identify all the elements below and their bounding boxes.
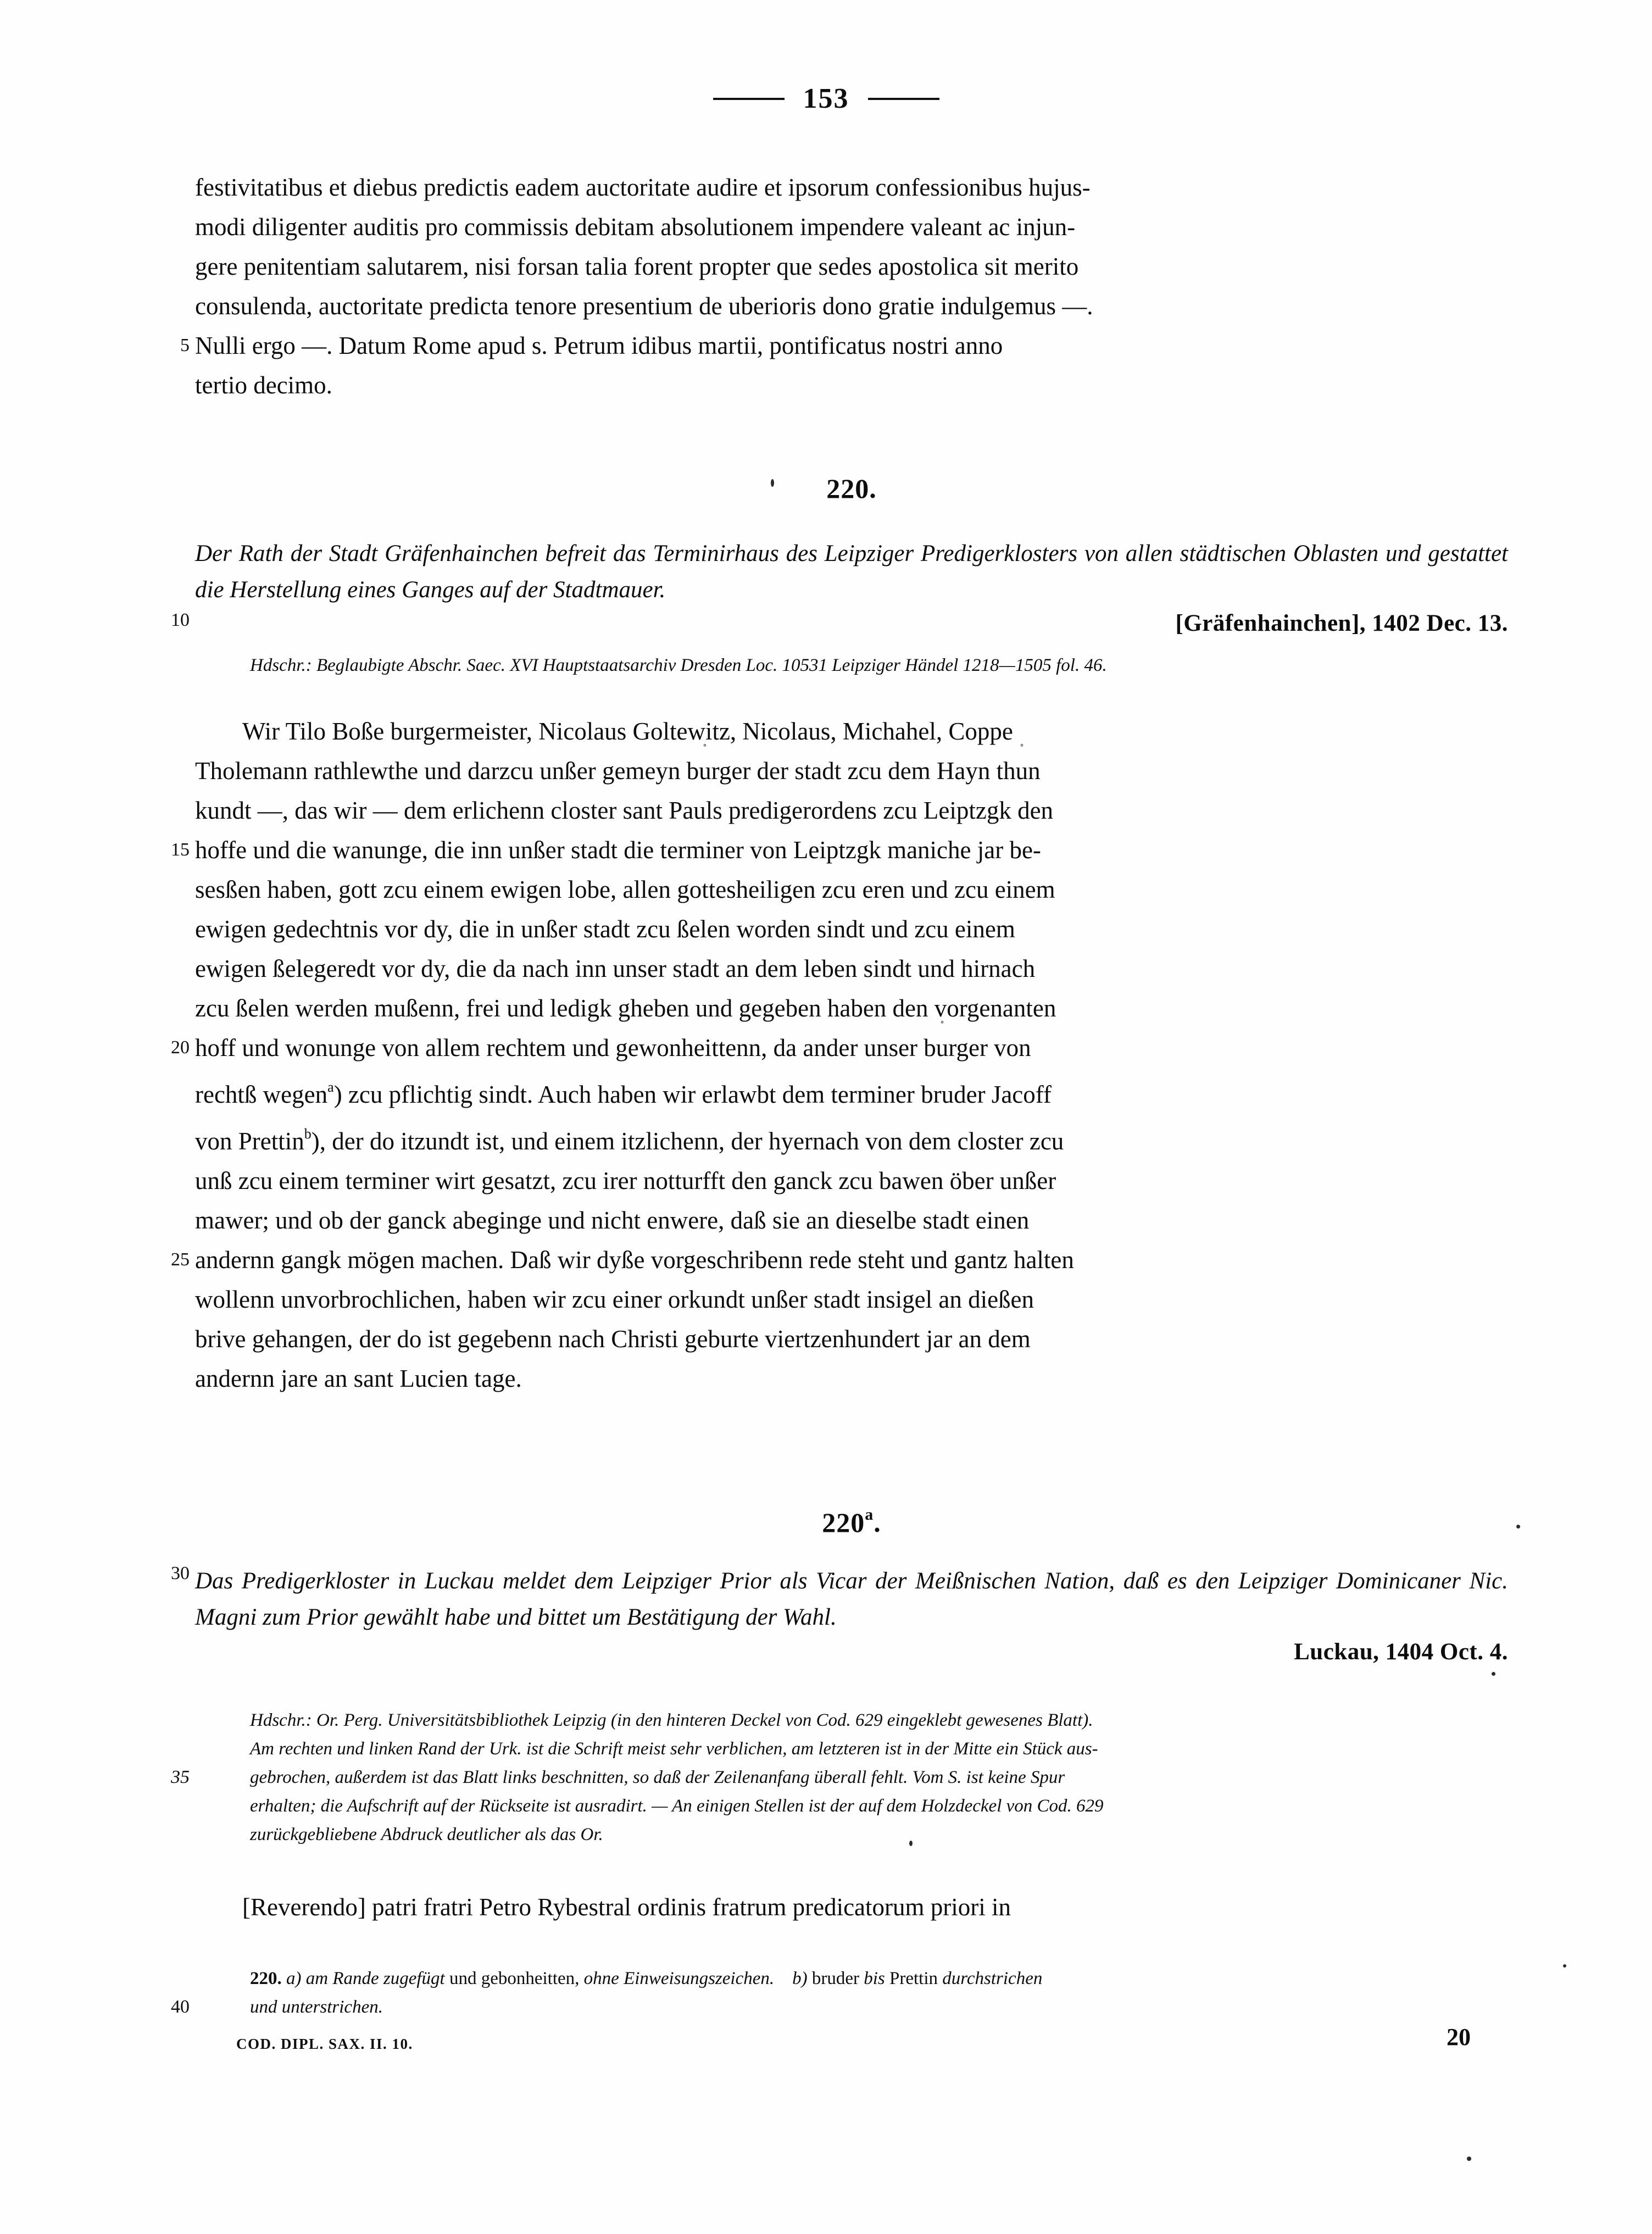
charter-line: festivitatibus et diebus predictis eadem auctoritate audire et ipsorum confessionibus hujus- (195, 174, 1091, 201)
charter-line: kundt —, das wir — dem erlichenn closter sant Pauls predigerordens zcu Leiptzgk den (195, 797, 1054, 824)
source-note-220: Hdschr.: Beglaubigte Abschr. Saec. XVI Hauptstaatsarchiv Dresden Loc. 10531 Leipziger Händel 1218—1505 fol. 46. (250, 655, 1107, 675)
line-number-35: 35 (171, 1767, 190, 1787)
footnote-b-text-1: bruder (811, 1969, 859, 1988)
footnote-a-text-1: am Rande zugefügt (305, 1969, 445, 1988)
charter-line: sesßen haben, gott zcu einem ewigen lobe, allen gottesheiligen zcu eren und zcu einem (195, 876, 1055, 903)
regest-220a: Das Predigerkloster in Luckau meldet dem Leipziger Prior als Vicar der Meißnischen Nation, daß es den Leipziger Dominicaner Nic. Magni zum Prior gewählt habe und bittet um Bestätigung der Wahl. (195, 1568, 1508, 1630)
charter-line-footnote-b (195, 1114, 1508, 1161)
footnote-marker-a: a) (286, 1969, 302, 1988)
line-number-40: 40 (171, 1997, 190, 2017)
charter-line: modi diligenter auditis pro commissis debitam absolutionem impendere valeant ac injun- (195, 213, 1076, 241)
continued-charter-text (180, 168, 1508, 405)
charter-line: consulenda, auctoritate predicta tenore presentium de uberioris dono gratie indulgemus —. (195, 292, 1093, 320)
charter-line: tertio decimo. (195, 371, 332, 399)
charter-line-text: hoff und wonunge von allem rechtem und gewonheittenn, da ander unser bu ˚rger von (195, 1034, 1031, 1062)
source-line-text: gebrochen, außerdem ist das Blatt links beschnitten, so daß der Zeilenanfang überall fehlt. Vom S. ist keine Spur (250, 1768, 1065, 1787)
charter-line-text: hoffe und die wanunge, die inn unßer stadt die terminer von Leiptzgk maniche jar be- (195, 836, 1041, 864)
section-number-superscript: a (865, 1505, 874, 1524)
regest-220: Der Rath der Stadt Gräfenhainchen befreit das Terminirhaus des Leipziger Predigerklosters von allen städtischen Oblasten und gestattet die Herstellung eines Ganges auf der Stadtmauer. (195, 541, 1508, 603)
section-number-period: . (874, 1507, 881, 1538)
charter-line: Wir Tilo Boße burgermeister, Nicolaus Goltewitz, Nicolaus, Michahel, Coppe (242, 718, 1013, 745)
section-220a-dateline-block (195, 1638, 1508, 1665)
continued-charter-block (180, 168, 1508, 405)
charter-line-text-cont: ) zcu pflichtig sindt. Auch haben wir erlawbt dem terminer bruder Jacoff (333, 1081, 1052, 1108)
source-line: erhalten; die Aufschrift auf der Rückseite ist ausradirt. — An einigen Stellen ist der auf dem Holzdeckel von Cod. 629 (250, 1796, 1104, 1816)
scan-speck (1492, 1672, 1495, 1676)
charter-line-text-cont: ), der do itzundt ist, und einem itzlichenn, der hyernach von dem closter zcu (311, 1127, 1064, 1155)
footnote-section-label: 220. (250, 1969, 282, 1988)
charter-line-25 (171, 1240, 1508, 1280)
section-220a-charter-block (195, 1887, 1508, 1927)
u-ring-glyph: u ˚ (699, 751, 711, 791)
u-ring-glyph: u ˚ (936, 1028, 949, 1068)
section-220-dateline-block (171, 610, 1508, 637)
section-number-base: 220 (822, 1507, 865, 1538)
line-number-25: 25 (171, 1249, 190, 1270)
dateline-220a: Luckau, 1404 Oct. 4. (1294, 1639, 1508, 1665)
source-line-35 (171, 1763, 1508, 1792)
section-220a-regest-block (171, 1563, 1508, 1636)
charter-line: ewigen ßelegeredt vor dy, die da nach inn unser stadt an dem leben sindt und hirnach (195, 955, 1036, 982)
footnote-b-text-2: bis (864, 1969, 885, 1988)
section-number-220: 220. (826, 473, 877, 504)
colophon: COD. DIPL. SAX. II. 10. (236, 2036, 413, 2052)
footnote-a-text-3: ohne Einweisungszeichen. (583, 1969, 775, 1988)
charter-line: brive gehangen, der do ist gegebenn nach Christi geburte viertzenhundert jar an dem (195, 1325, 1031, 1353)
scan-speck (771, 479, 774, 487)
section-220-regest-block (195, 536, 1508, 608)
footnote-b-text-4: durchstrichen (942, 1969, 1043, 1988)
charter-body-220 (171, 712, 1508, 1398)
charter-line: gere penitentiam salutarem, nisi forsan talia forent propter que sedes apostolica sit merito (195, 253, 1079, 280)
charter-line-20 (171, 1028, 1508, 1068)
source-line: Hdschr.: Or. Perg. Universitätsbibliothek Leipzig (in den hinteren Deckel von Cod. 629 eingeklebt gewesenes Blatt). (250, 1710, 1093, 1730)
charter-body-220a: [Reverendo] patri fratri Petro Rybestral ordinis fratrum predicatorum priori in (242, 1893, 1011, 1921)
charter-line-text: Nulli ergo —. Datum Rome apud s. Petrum idibus martii, pontificatus nostri anno (195, 332, 1003, 359)
footnote-a-text-2: und gebonheitten, (449, 1969, 580, 1988)
charter-line-5 (180, 326, 1508, 365)
charter-line: wollenn unvorbrochlichen, haben wir zcu einer orkundt unßer stadt insigel an dießen (195, 1286, 1034, 1313)
section-220a-source-block (171, 1706, 1508, 1849)
charter-line: mawer; und ob der ganck abeginge und nicht enwere, daß sie an dieselbe stadt einen (195, 1207, 1030, 1234)
charter-line-text: von Prettin (195, 1127, 304, 1155)
charter-line: zcu ßelen werden mußenn, frei und ledigk gheben und gegeben haben den vorgenanten (195, 994, 1056, 1022)
source-note-220a (171, 1706, 1508, 1849)
charter-line-text: andernn gangk mögen machen. Daß wir dyße vorgeschribenn rede steht und gantz halten (195, 1246, 1074, 1274)
line-number-10: 10 (171, 610, 190, 630)
line-number-5: 5 (180, 335, 190, 355)
charter-line-text: rechtß wegen (195, 1081, 328, 1108)
footnote-b-text-3: Prettin (889, 1969, 938, 1988)
scan-speck (909, 1841, 913, 1846)
footnotes-list (171, 1964, 1508, 2021)
folio-number: 153 (803, 83, 849, 114)
u-ring-glyph: u ˚ (1016, 751, 1028, 791)
charter-line-footnote-a (195, 1068, 1508, 1114)
scan-speck (1516, 1525, 1520, 1529)
footnote-ref-b[interactable]: b (304, 1126, 312, 1142)
footnote-line-2 (171, 1993, 1508, 2021)
footnote-line-1 (250, 1964, 1508, 1993)
section-220-heading-block (195, 473, 1508, 504)
scan-speck (1563, 1964, 1566, 1968)
charter-line: andernn jare an sant Lucien tage. (195, 1365, 522, 1392)
line-number-30: 30 (171, 1563, 190, 1583)
dateline-220: [Gräfenhainchen], 1402 Dec. 13. (1175, 610, 1508, 636)
section-220a-heading-block (195, 1505, 1508, 1538)
charter-line: Tholemann rathlewthe und darzcu unßer gemeyn bu ˚rger der stadt zcu dem Hayn thu ˚n (195, 751, 1508, 791)
signature-mark: 20 (1447, 2024, 1471, 2050)
charter-line: unß zcu einem terminer wirt gesatzt, zcu irer notturfft den ganck zcu bawen öber unßer (195, 1167, 1056, 1194)
line-number-15: 15 (171, 840, 190, 860)
line-number-20: 20 (171, 1037, 190, 1058)
charter-line-15 (171, 830, 1508, 870)
charter-line: ewigen gedechtnis vor dy, die in unßer stadt zcu ßelen worden sindt und zcu einem (195, 915, 1015, 943)
source-line: Am rechten und linken Rand der Urk. ist die Schrift meist sehr verblichen, am letzteren ist in der Mitte ein Stück aus- (250, 1739, 1098, 1759)
footnote-b-text-5: und unterstrichen. (250, 1997, 383, 2017)
section-220-charter-block (171, 712, 1508, 1398)
page-header-folio (0, 82, 1652, 115)
section-220-source-block (195, 651, 1508, 680)
section-number-220a (195, 1505, 1508, 1538)
footnote-marker-b: b) (792, 1969, 808, 1988)
source-line: zurückgebliebene Abdruck deutlicher als das Or. (250, 1825, 603, 1844)
folio-rule-left (713, 98, 785, 100)
folio-rule-right (868, 98, 939, 100)
scan-speck (1467, 2157, 1471, 2161)
footnote-ref-a[interactable]: a (327, 1079, 334, 1095)
footnotes-block (171, 1964, 1508, 2021)
